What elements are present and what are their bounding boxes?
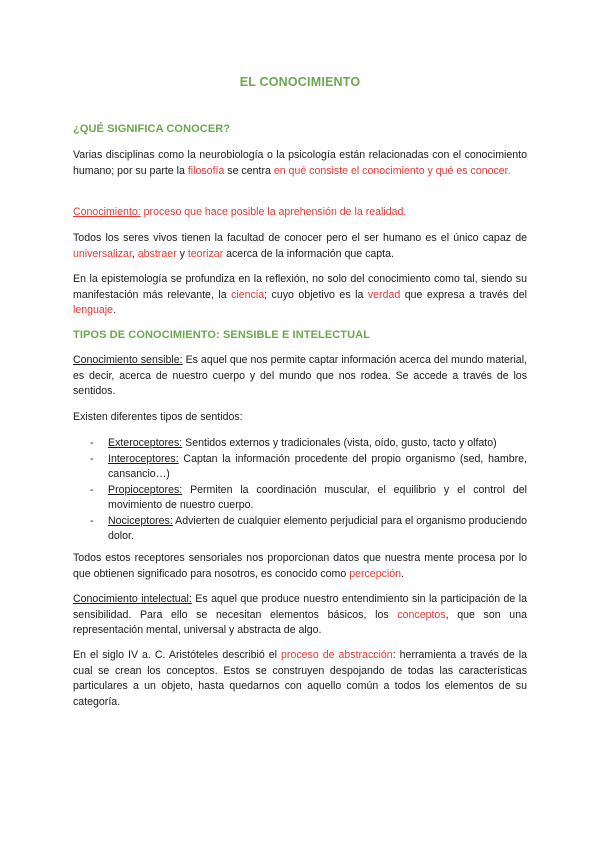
text: , xyxy=(131,247,138,260)
highlight-teorizar: teorizar xyxy=(187,247,224,260)
text: se centra xyxy=(224,164,274,177)
paragraph-tipos-sentidos: Existen diferentes tipos de sentidos: xyxy=(73,411,243,423)
highlight-verdad: verdad xyxy=(367,288,401,301)
highlight-ciencia: ciencia xyxy=(231,288,265,301)
list-item-propioceptores xyxy=(90,483,527,514)
text: que expresa a través del xyxy=(400,288,527,301)
text: Varias disciplinas como la neurobiología o la psicología están relacionadas con el conocimiento humano; por su parte la xyxy=(73,149,527,177)
paragraph-aristoteles xyxy=(73,648,527,710)
text: En la epistemología se profundiza en la reflexión, no solo del conocimiento como tal, siendo su manifestación más relevante, la xyxy=(73,273,527,301)
list-term: Nociceptores: xyxy=(108,514,173,527)
paragraph-conocimiento-sensible xyxy=(73,353,527,400)
list-dash: - xyxy=(90,437,94,449)
list-term: Interoceptores: xyxy=(108,452,179,465)
text: . xyxy=(113,304,117,316)
paragraph-receptores xyxy=(73,551,527,582)
paragraph-conocimiento-intelectual xyxy=(73,592,527,639)
list-dash: - xyxy=(90,514,94,527)
list-term: Propioceptores: xyxy=(108,483,183,496)
text: acerca de la información que capta. xyxy=(223,247,394,260)
list-item-nociceptores xyxy=(90,514,527,545)
text: Es aquel que nos permite captar información acerca del mundo material, es decir, acerca de nuestro cuerpo y del mundo que nos rodea. Se accede a través de los sentidos. xyxy=(73,354,527,397)
page-title: EL CONOCIMIENTO xyxy=(239,75,361,89)
list-text: Advierten de cualquier elemento perjudicial para el organismo produciendo dolor. xyxy=(108,514,527,542)
list-item-interoceptores xyxy=(90,452,527,483)
highlight-percepcion: percepción xyxy=(349,567,402,580)
sensory-receptor-list xyxy=(90,436,527,545)
highlight-conceptos: conceptos xyxy=(397,608,446,621)
list-dash: - xyxy=(90,483,94,496)
text: Todos los seres vivos tienen la facultad de conocer pero el ser humano es el único capaz de xyxy=(73,232,527,244)
highlight-filosofia: filosofía xyxy=(187,164,225,177)
definition-conocimiento xyxy=(73,205,527,221)
text: ; cuyo objetivo es la xyxy=(264,288,368,301)
list-dash: - xyxy=(90,452,94,465)
text: , que son una representación mental, universal y abstracta de algo. xyxy=(73,608,527,636)
highlight-universalizar: universalizar xyxy=(73,247,132,260)
list-item-exteroceptores xyxy=(90,436,527,452)
highlight-lenguaje: lenguaje xyxy=(73,304,114,316)
list-text: Permiten la coordinación muscular, el equilibrio y el control del movimiento de nuestro cuerpo. xyxy=(108,483,527,511)
paragraph-disciplinas xyxy=(73,148,527,179)
text: . xyxy=(401,567,404,580)
section-heading-tipos: TIPOS DE CONOCIMIENTO: SENSIBLE E INTELECTUAL xyxy=(73,329,371,341)
definition-term: Conocimiento: xyxy=(73,206,141,218)
text: Es aquel que produce nuestro entendimiento sin la participación de la sensibilidad. Para ello se necesitan elementos básicos, los xyxy=(73,593,527,621)
highlight-en-que-consiste: en qué consiste el conocimiento y qué es conocer. xyxy=(273,164,511,177)
list-text: Sentidos externos y tradicionales (vista, oído, gusto, tacto y olfato) xyxy=(182,437,497,449)
text: En el siglo IV a. C. Aristóteles describió el xyxy=(73,649,282,661)
text: y xyxy=(176,247,188,260)
text: Todos estos receptores sensoriales nos proporcionan datos que nuestra mente procesa por lo que obtienen significado para nosotros, es conocido como xyxy=(73,552,527,580)
paragraph-seres-vivos xyxy=(73,231,527,262)
list-text: Captan la información procedente del propio organismo (sed, hambre, cansancio…) xyxy=(108,452,527,480)
paragraph-epistemologia xyxy=(73,272,527,319)
section-heading-que-significa: ¿QUÉ SIGNIFICA CONOCER? xyxy=(73,123,231,135)
highlight-proceso-abstraccion: proceso de abstracción xyxy=(281,649,393,661)
highlight-abstraer: abstraer xyxy=(137,247,177,260)
definition-text: proceso que hace posible la aprehensión de la realidad. xyxy=(140,206,407,218)
term-conocimiento-intelectual: Conocimiento intelectual: xyxy=(73,593,192,605)
term-conocimiento-sensible: Conocimiento sensible: xyxy=(73,354,183,366)
text: : herramienta a través de la cual se crean los conceptos. Estos se construyen despojando de todas las características particulares a un objeto, hasta quedarnos con aquello común a todos los elementos de su categoría. xyxy=(73,649,527,708)
list-term: Exteroceptores: xyxy=(108,437,183,449)
